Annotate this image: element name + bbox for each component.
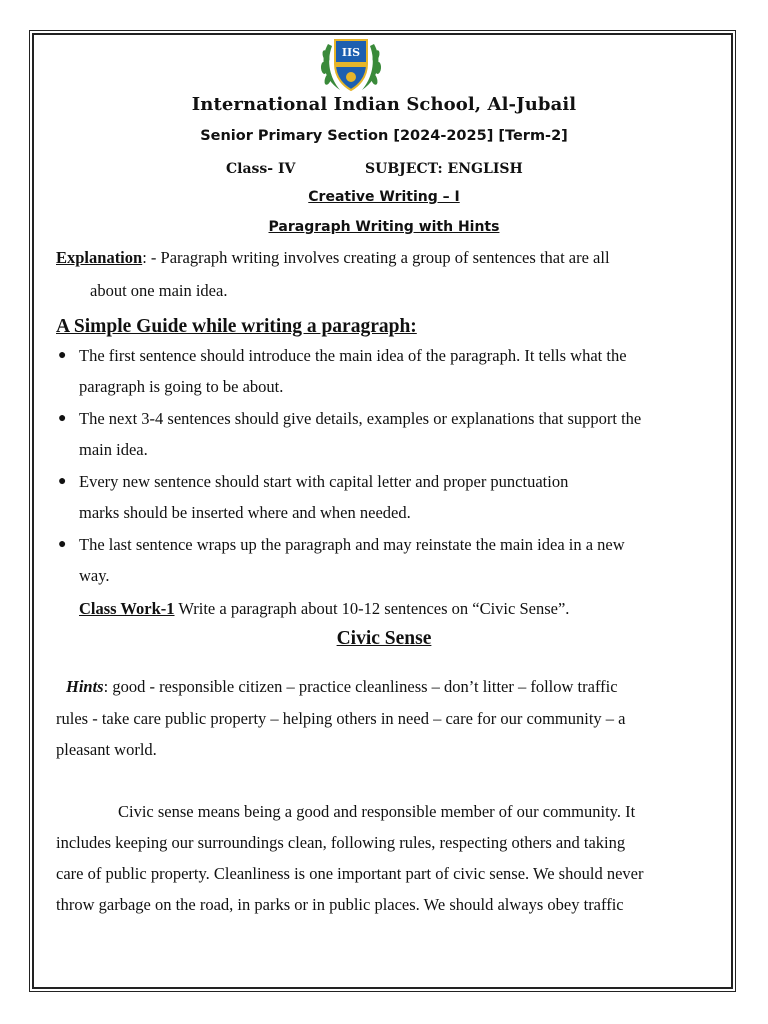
bullet-icon: ● <box>58 474 67 489</box>
paragraph-line-1: Civic sense means being a good and responsible member of our community. It <box>118 802 636 821</box>
hints-line-3: pleasant world. <box>56 740 157 759</box>
subject-label: SUBJECT: ENGLISH <box>365 161 523 177</box>
section-title: Senior Primary Section [2024-2025] [Term-2] <box>200 128 568 144</box>
logo-letters: IIS <box>341 46 361 59</box>
bullet-icon: ● <box>58 348 67 363</box>
civic-sense-title: Civic Sense <box>336 628 432 649</box>
explanation-line-2: about one main idea. <box>90 281 228 300</box>
bullet-line-1: The next 3-4 sentences should give details, examples or explanations that support the <box>79 409 642 428</box>
creative-writing-title: Creative Writing – I <box>308 189 460 205</box>
classwork-text: Write a paragraph about 10-12 sentences on “Civic Sense”. <box>174 599 570 618</box>
paragraph-line-3: care of public property. Cleanliness is one important part of civic sense. We should never <box>56 864 644 883</box>
guide-heading: A Simple Guide while writing a paragraph: <box>56 316 417 337</box>
classwork-instruction <box>79 593 569 624</box>
bullet-line-1: The last sentence wraps up the paragraph and may reinstate the main idea in a new <box>79 535 625 554</box>
explanation-text: : - Paragraph writing involves creating a group of sentences that are all <box>142 248 610 267</box>
hints-line-1 <box>66 671 618 702</box>
bullet-line-2: main idea. <box>79 440 148 459</box>
explanation-label: Explanation <box>56 248 143 267</box>
class-label: Class- IV <box>226 161 296 177</box>
bullet-line-2: way. <box>79 566 110 585</box>
list-item <box>58 466 698 528</box>
classwork-label: Class Work-1 <box>79 599 175 618</box>
paragraph-line-2: includes keeping our surroundings clean, following rules, respecting others and taking <box>56 833 626 852</box>
list-item <box>58 403 698 465</box>
hints-label: Hints <box>66 677 104 696</box>
paragraph-line-4: throw garbage on the road, in parks or in public places. We should always obey traffic <box>56 895 624 914</box>
hints-line-2: rules - take care public property – helping others in need – care for our community – a <box>56 709 626 728</box>
list-item <box>58 340 698 402</box>
school-name: International Indian School, Al-Jubail <box>191 94 577 115</box>
bullet-line-2: marks should be inserted where and when needed. <box>79 503 411 522</box>
list-item <box>58 529 698 591</box>
paragraph-writing-title: Paragraph Writing with Hints <box>268 219 500 235</box>
bullet-line-2: paragraph is going to be about. <box>79 377 284 396</box>
bullet-line-1: Every new sentence should start with capital letter and proper punctuation <box>79 472 569 491</box>
hints-text: : good - responsible citizen – practice cleanliness – don’t litter – follow traffic <box>103 677 618 696</box>
school-logo <box>318 34 384 96</box>
bullet-icon: ● <box>58 537 67 552</box>
guide-bullet-list <box>58 340 698 592</box>
bullet-line-1: The first sentence should introduce the main idea of the paragraph. It tells what the <box>79 346 627 365</box>
bullet-icon: ● <box>58 411 67 426</box>
explanation-line-1 <box>56 242 610 273</box>
